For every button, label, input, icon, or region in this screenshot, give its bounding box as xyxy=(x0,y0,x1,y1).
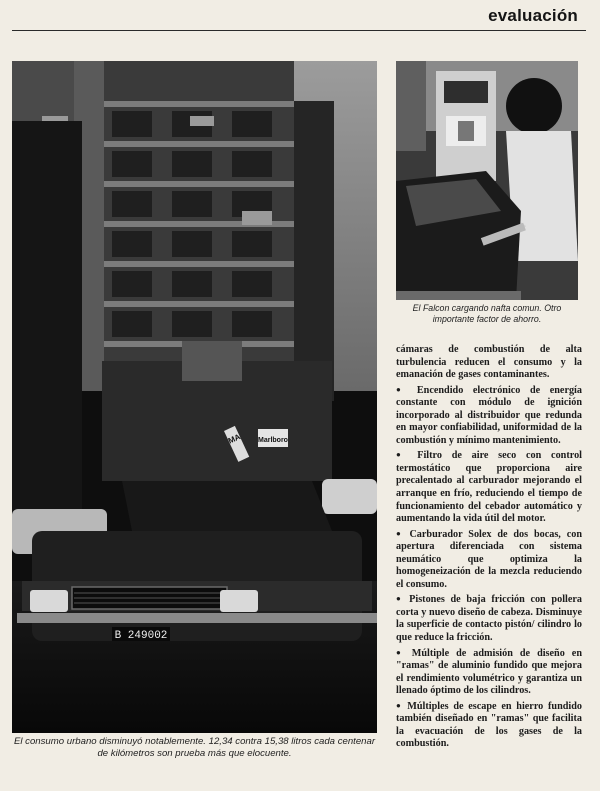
marlboro-sign: Marlboro xyxy=(258,437,288,444)
section-title: evaluación xyxy=(488,6,578,25)
right-caption-line2: importante factor de ahorro. xyxy=(432,314,542,324)
street-photo xyxy=(12,61,377,733)
main-photo-caption: El consumo urbano disminuyó notablemente. 12,34 contra 15,38 litros cada centenar de kilómetros son prueba más que elocuente. xyxy=(13,736,376,759)
vertical-sign: MA xyxy=(226,432,242,446)
bullet-air-filter: ● Filtro de aire seco con control termostático que proporciona aire precalentado al carburador mejorando el arranque en frío, reduciendo el tiempo de funcionamiento del cebador automático y aumentando la vida útil del motor. xyxy=(396,449,582,525)
bullet-ignition: ● Encendido electrónico de energía constante con módulo de ignición incorporado al distribuidor que redunda en mayor confiabilidad, uniformidad de la combustión y mínimo mantenimiento. xyxy=(396,384,582,448)
right-photo-caption xyxy=(396,303,578,325)
article-intro: cámaras de combustión de alta turbulencia reducen el consumo y la emanación de gases contaminantes. xyxy=(396,344,582,381)
header-rule xyxy=(12,30,586,31)
bullet-exhaust-manifold: ● Múltiples de escape en hierro fundido también diseñado en "ramas" que facilita la evacuación de los gases de la combustión. xyxy=(396,700,582,751)
right-caption-line1: El Falcon cargando nafta comun. Otro xyxy=(412,303,562,313)
bullet-intake-manifold: ● Múltiple de admisión de diseño en "ramas" de aluminio fundido que mejora el rendimiento volumétrico y garantiza un llenado óptimo de los cilindros. xyxy=(396,647,582,698)
bullet-pistons: ● Pistones de baja fricción con pollera corta y nuevo diseño de cabeza. Disminuye la superficie de contacto pistón/ cilindro lo que reduce la fricción. xyxy=(396,593,582,644)
license-plate: B 249002 xyxy=(114,630,168,642)
bullet-carburetor: ● Carburador Solex de dos bocas, con apertura diferenciada con sistema neumático que optimiza la homogeneización de la mezcla reduciendo el consumo. xyxy=(396,528,582,592)
gas-station-photo xyxy=(396,61,578,300)
article-body xyxy=(396,344,582,753)
